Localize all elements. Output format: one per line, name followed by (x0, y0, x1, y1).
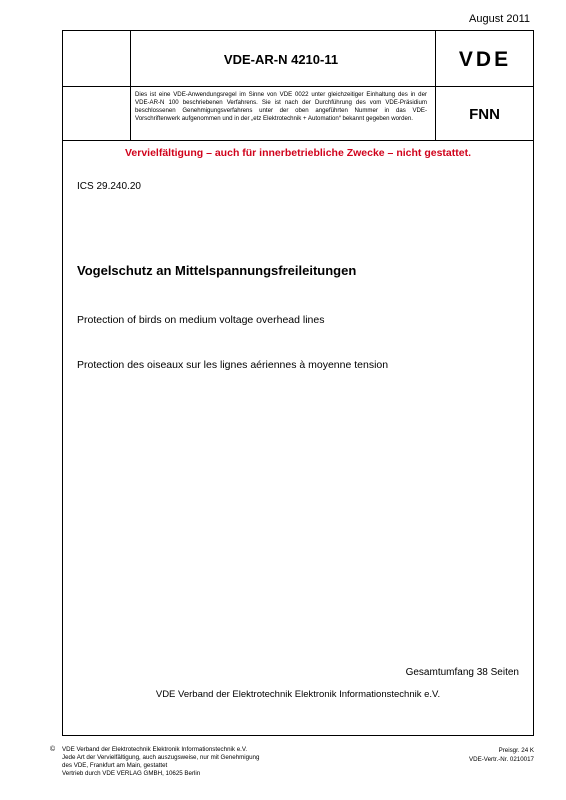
total-pages: Gesamtumfang 38 Seiten (405, 667, 519, 678)
document-number: VDE-AR-N 4210-11 (223, 51, 339, 67)
fnn-label: FNN (435, 87, 533, 141)
footer-line: des VDE, Frankfurt am Main, gestattet (62, 762, 168, 769)
publisher-name: VDE Verband der Elektrotechnik Elektronik Informationstechnik e.V. (155, 689, 441, 700)
header-left-cell (63, 31, 131, 141)
header-notice-row (63, 87, 533, 141)
title-french: Protection des oiseaux sur les lignes aériennes à moyenne tension (77, 359, 389, 371)
copy-restriction-notice: Vervielfältigung – auch für innerbetriebliche Zwecke – nicht gestattet. (124, 147, 471, 159)
approval-notice: Dies ist eine VDE-Anwendungsregel im Sinne von VDE 0022 unter gleichzeitiger Einhaltung des in der VDE-AR-N 100 beschriebenen Verfahrens. Sie ist nach der Durchführung des vom VDE-Präsidium beschlossenen Genehmigungsverfahrens unter der oben angeführten Nummer in das VDE-Vorschriftenwerk aufgenommen und in der „etz Elektrotechnik + Automation“ bekannt gegeben worden. (135, 91, 427, 122)
price-group: Preisgr. 24 K (498, 747, 534, 754)
footer-line: VDE Verband der Elektrotechnik Elektronik Informationstechnik e.V. (62, 746, 248, 753)
footer-line: Jede Art der Vervielfältigung, auch auszugsweise, nur mit Genehmigung (62, 754, 260, 761)
footer-price-info (469, 746, 534, 764)
vde-logo-icon (452, 49, 518, 69)
vde-logo-text: VDE (458, 49, 511, 69)
ics-code: ICS 29.240.20 (77, 181, 141, 192)
footer-line: Vertrieb durch VDE VERLAG GMBH, 10625 Berlin (62, 770, 201, 777)
issue-date: August 2011 (469, 13, 530, 25)
distribution-number: VDE-Vertr.-Nr. 0210017 (469, 756, 534, 763)
header-row (63, 31, 533, 87)
copyright-icon: © (50, 746, 56, 753)
cover-frame (62, 30, 534, 736)
vde-logo (435, 31, 533, 87)
title-german: Vogelschutz an Mittelspannungsfreileitungen (77, 263, 357, 278)
title-english: Protection of birds on medium voltage overhead lines (77, 314, 325, 326)
footer-copyright (50, 746, 392, 778)
